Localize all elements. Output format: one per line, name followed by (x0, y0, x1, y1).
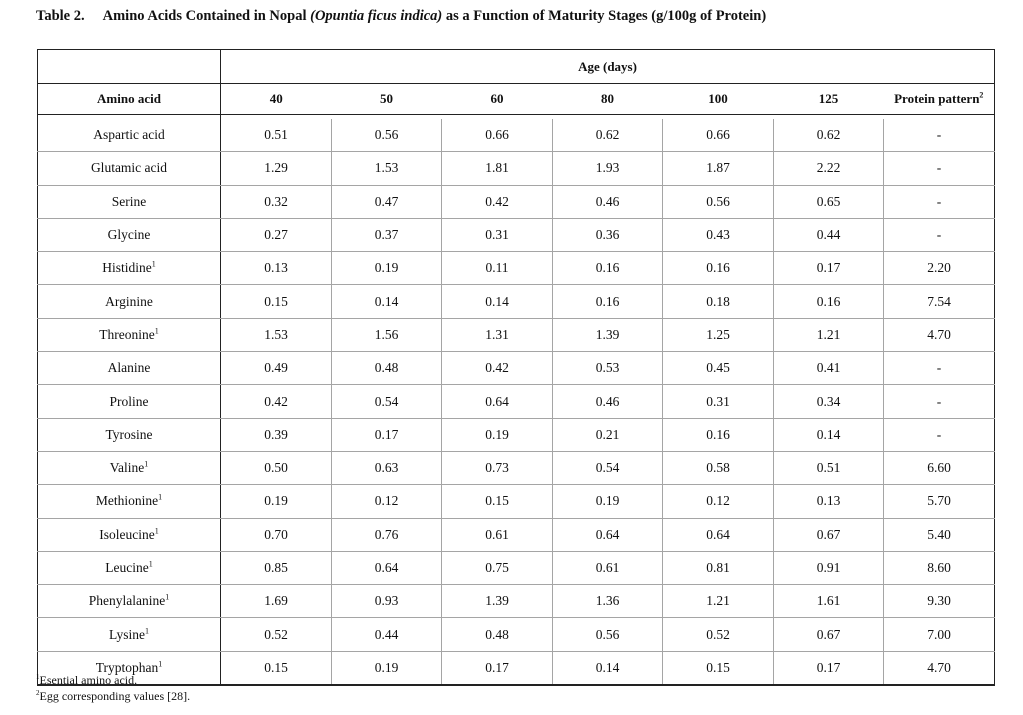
value-cell: 0.16 (553, 252, 663, 285)
amino-acid-name: Serine (111, 193, 147, 209)
amino-acid-name: Proline (109, 393, 149, 409)
protein-pattern-cell: 7.54 (884, 285, 995, 318)
value-cell: 1.39 (442, 585, 553, 618)
value-cell: 0.14 (553, 651, 663, 685)
amino-acid-name: Valine (109, 460, 145, 476)
value-cell: 0.37 (332, 218, 442, 251)
value-cell: 0.31 (442, 218, 553, 251)
value-cell: 0.39 (221, 418, 332, 451)
table-caption (36, 8, 766, 25)
table-row (38, 385, 995, 418)
column-header-day: 125 (774, 84, 884, 115)
value-cell: 1.53 (332, 152, 442, 185)
amino-acid-name: Isoleucine (99, 526, 155, 542)
value-cell: 0.15 (221, 285, 332, 318)
value-cell: 0.62 (553, 119, 663, 152)
value-cell: 0.47 (332, 185, 442, 218)
value-cell: 0.13 (774, 485, 884, 518)
value-cell: 0.46 (553, 185, 663, 218)
amino-acid-name-cell (38, 185, 221, 218)
column-header-day: 50 (332, 84, 442, 115)
table-body (38, 119, 995, 685)
value-cell: 0.14 (774, 418, 884, 451)
value-cell: 0.93 (332, 585, 442, 618)
value-cell: 0.61 (553, 551, 663, 584)
amino-acid-name: Leucine (105, 560, 149, 575)
column-header-amino-acid: Amino acid (38, 84, 221, 115)
table-row (38, 485, 995, 518)
protein-pattern-cell: - (884, 352, 995, 385)
value-cell: 0.46 (553, 385, 663, 418)
footnote-marker: 1 (158, 492, 163, 502)
protein-pattern-cell: 5.70 (884, 485, 995, 518)
value-cell: 0.17 (774, 252, 884, 285)
protein-pattern-cell: 4.70 (884, 651, 995, 685)
amino-acid-name-cell (38, 485, 221, 518)
amino-acid-name-cell (38, 285, 221, 318)
group-header-row (38, 50, 995, 84)
amino-acid-name: Tyrosine (105, 426, 153, 442)
value-cell: 0.70 (221, 518, 332, 551)
column-header-day: 40 (221, 84, 332, 115)
age-days-header: Age (days) (221, 50, 995, 84)
amino-acid-name-cell (38, 352, 221, 385)
value-cell: 1.69 (221, 585, 332, 618)
value-cell: 0.54 (553, 451, 663, 484)
value-cell: 0.73 (442, 451, 553, 484)
protein-pattern-label: Protein pattern (894, 91, 980, 106)
value-cell: 0.64 (332, 551, 442, 584)
footnote-marker: 1 (144, 459, 149, 469)
value-cell: 0.21 (553, 418, 663, 451)
column-header-row (38, 84, 995, 115)
footnote-marker: 2 (979, 90, 984, 100)
table-title-start: Amino Acids Contained in Nopal (102, 8, 311, 24)
protein-pattern-cell: - (884, 119, 995, 152)
value-cell: 0.67 (774, 518, 884, 551)
amino-acid-name-cell (38, 551, 221, 584)
value-cell: 0.16 (553, 285, 663, 318)
amino-acid-table (37, 49, 995, 686)
value-cell: 0.14 (442, 285, 553, 318)
value-cell: 1.61 (774, 585, 884, 618)
value-cell: 0.44 (774, 218, 884, 251)
value-cell: 0.58 (663, 451, 774, 484)
amino-acid-name-cell (38, 518, 221, 551)
table-row (38, 551, 995, 584)
value-cell: 0.63 (332, 451, 442, 484)
value-cell: 0.91 (774, 551, 884, 584)
value-cell: 0.19 (332, 252, 442, 285)
amino-acid-name: Arginine (105, 293, 153, 309)
value-cell: 0.17 (442, 651, 553, 685)
amino-acid-name-cell (38, 385, 221, 418)
value-cell: 0.50 (221, 451, 332, 484)
value-cell: 0.19 (221, 485, 332, 518)
value-cell: 0.48 (332, 352, 442, 385)
value-cell: 0.16 (663, 418, 774, 451)
table-number: Table 2. (36, 8, 85, 24)
footnote-marker: 1 (154, 326, 159, 336)
value-cell: 0.48 (442, 618, 553, 651)
value-cell: 0.17 (774, 651, 884, 685)
value-cell: 0.64 (553, 518, 663, 551)
value-cell: 0.12 (663, 485, 774, 518)
footnote-marker: 1 (151, 259, 156, 269)
value-cell: 0.56 (332, 119, 442, 152)
value-cell: 0.75 (442, 551, 553, 584)
value-cell: 0.17 (332, 418, 442, 451)
protein-pattern-cell: - (884, 218, 995, 251)
value-cell: 0.12 (332, 485, 442, 518)
amino-acid-name: Glutamic acid (90, 160, 168, 176)
value-cell: 0.27 (221, 218, 332, 251)
value-cell: 0.64 (442, 385, 553, 418)
column-header-day: 80 (553, 84, 663, 115)
value-cell: 0.52 (663, 618, 774, 651)
value-cell: 0.62 (774, 119, 884, 152)
footnotes (36, 672, 190, 704)
protein-pattern-cell: 5.40 (884, 518, 995, 551)
amino-acid-name-cell (38, 451, 221, 484)
value-cell: 1.29 (221, 152, 332, 185)
table-row (38, 119, 995, 152)
protein-pattern-cell: - (884, 418, 995, 451)
amino-acid-name-cell (38, 119, 221, 152)
value-cell: 1.31 (442, 318, 553, 351)
value-cell: 0.11 (442, 252, 553, 285)
table-row (38, 318, 995, 351)
value-cell: 1.93 (553, 152, 663, 185)
table-row (38, 585, 995, 618)
value-cell: 0.65 (774, 185, 884, 218)
protein-pattern-cell: 2.20 (884, 252, 995, 285)
value-cell: 0.61 (442, 518, 553, 551)
value-cell: 0.42 (221, 385, 332, 418)
amino-acid-name: Aspartic acid (93, 127, 165, 143)
value-cell: 0.51 (774, 451, 884, 484)
value-cell: 0.18 (663, 285, 774, 318)
value-cell: 0.76 (332, 518, 442, 551)
value-cell: 0.15 (663, 651, 774, 685)
value-cell: 0.45 (663, 352, 774, 385)
footnote (36, 672, 190, 688)
amino-acid-name: Phenylalanine (88, 593, 166, 609)
footnote-text: Egg corresponding values [28]. (39, 689, 191, 703)
table-row (38, 451, 995, 484)
value-cell: 0.52 (221, 618, 332, 651)
column-header-day: 60 (442, 84, 553, 115)
value-cell: 0.19 (553, 485, 663, 518)
table-row (38, 152, 995, 185)
table-row (38, 218, 995, 251)
amino-acid-name-cell (38, 218, 221, 251)
value-cell: 0.64 (663, 518, 774, 551)
protein-pattern-cell: 7.00 (884, 618, 995, 651)
value-cell: 0.56 (553, 618, 663, 651)
protein-pattern-cell: - (884, 385, 995, 418)
value-cell: 0.32 (221, 185, 332, 218)
value-cell: 1.36 (553, 585, 663, 618)
value-cell: 0.42 (442, 352, 553, 385)
value-cell: 0.13 (221, 252, 332, 285)
amino-acid-name: Threonine (99, 326, 155, 342)
amino-acid-name: Histidine (102, 260, 152, 276)
value-cell: 0.67 (774, 618, 884, 651)
value-cell: 0.54 (332, 385, 442, 418)
amino-acid-name-cell (38, 252, 221, 285)
amino-acid-name-cell (38, 585, 221, 618)
value-cell: 0.43 (663, 218, 774, 251)
column-header-protein-pattern (884, 84, 995, 115)
footnote-text: Esential amino acid. (39, 673, 138, 687)
footnote-marker: 1 (154, 526, 159, 536)
value-cell: 0.66 (663, 119, 774, 152)
amino-acid-name: Alanine (107, 360, 151, 376)
protein-pattern-cell: 4.70 (884, 318, 995, 351)
footnote-mark: 1 (36, 673, 40, 681)
value-cell: 0.34 (774, 385, 884, 418)
value-cell: 0.19 (442, 418, 553, 451)
value-cell: 1.81 (442, 152, 553, 185)
value-cell: 0.81 (663, 551, 774, 584)
protein-pattern-cell: 6.60 (884, 451, 995, 484)
value-cell: 0.31 (663, 385, 774, 418)
value-cell: 0.56 (663, 185, 774, 218)
column-header-day: 100 (663, 84, 774, 115)
table-title-species: (Opuntia ficus indica) (310, 8, 443, 24)
value-cell: 0.16 (663, 252, 774, 285)
header-empty-cell (38, 50, 221, 84)
amino-acid-name: Tryptophan (95, 659, 159, 675)
value-cell: 0.66 (442, 119, 553, 152)
table-row (38, 285, 995, 318)
footnote-marker: 1 (165, 592, 170, 602)
value-cell: 1.21 (663, 585, 774, 618)
amino-acid-name-cell (38, 618, 221, 651)
amino-acid-name: Lysine (109, 626, 145, 642)
value-cell: 0.53 (553, 352, 663, 385)
value-cell: 1.56 (332, 318, 442, 351)
value-cell: 0.19 (332, 651, 442, 685)
table-row (38, 352, 995, 385)
value-cell: 0.51 (221, 119, 332, 152)
amino-acid-name-cell (38, 418, 221, 451)
value-cell: 0.44 (332, 618, 442, 651)
value-cell: 1.87 (663, 152, 774, 185)
amino-acid-name: Glycine (107, 227, 151, 243)
table-row (38, 418, 995, 451)
value-cell: 0.15 (442, 485, 553, 518)
protein-pattern-cell: - (884, 152, 995, 185)
table-row (38, 618, 995, 651)
value-cell: 0.42 (442, 185, 553, 218)
value-cell: 1.53 (221, 318, 332, 351)
protein-pattern-cell: 8.60 (884, 551, 995, 584)
value-cell: 0.49 (221, 352, 332, 385)
footnote-marker: 1 (145, 626, 149, 636)
value-cell: 0.14 (332, 285, 442, 318)
table-row (38, 518, 995, 551)
footnote-marker: 1 (148, 559, 153, 569)
table-title-end: as a Function of Maturity Stages (g/100g of Protein) (442, 8, 767, 24)
value-cell: 0.16 (774, 285, 884, 318)
amino-acid-name: Methionine (95, 493, 159, 509)
table-row (38, 252, 995, 285)
footnote-mark: 2 (36, 689, 40, 697)
table-row (38, 185, 995, 218)
amino-acid-name-cell (38, 318, 221, 351)
value-cell: 0.41 (774, 352, 884, 385)
footnote-marker: 1 (158, 659, 163, 669)
value-cell: 1.25 (663, 318, 774, 351)
value-cell: 2.22 (774, 152, 884, 185)
value-cell: 0.36 (553, 218, 663, 251)
protein-pattern-cell: - (884, 185, 995, 218)
footnote (36, 688, 190, 704)
amino-acid-name-cell (38, 152, 221, 185)
value-cell: 0.15 (221, 651, 332, 685)
value-cell: 1.39 (553, 318, 663, 351)
protein-pattern-cell: 9.30 (884, 585, 995, 618)
value-cell: 1.21 (774, 318, 884, 351)
value-cell: 0.85 (221, 551, 332, 584)
